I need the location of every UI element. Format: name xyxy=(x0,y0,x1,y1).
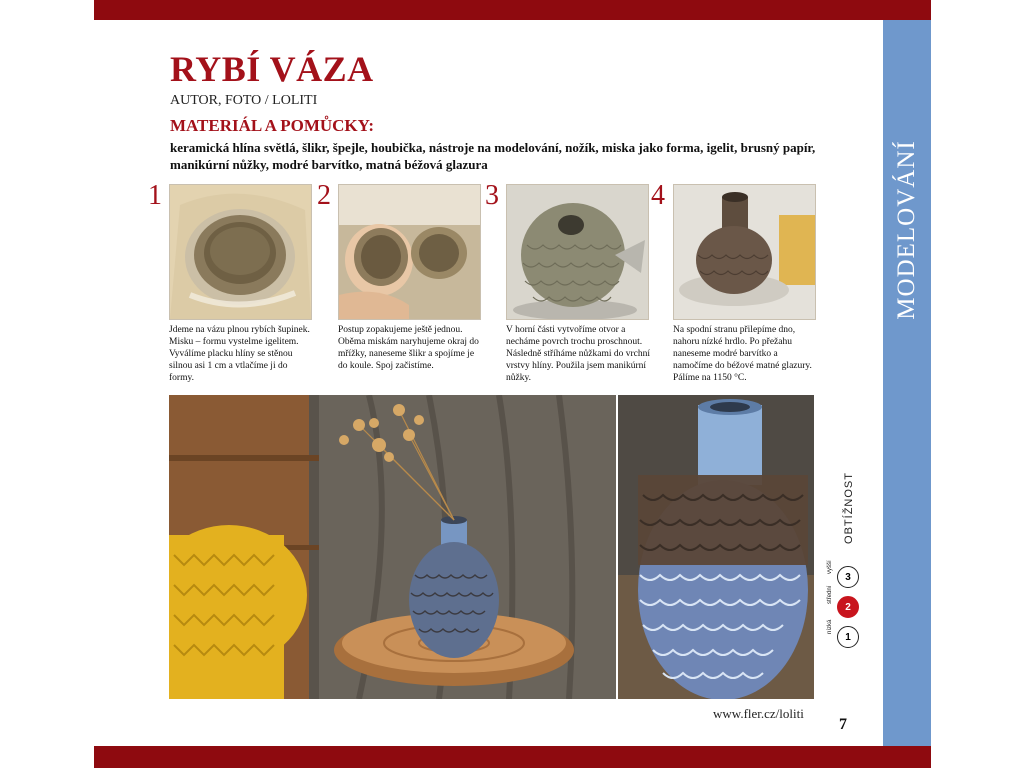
section-label: MODELOVÁNÍ xyxy=(893,140,920,320)
step-1-number: 1 xyxy=(148,180,162,211)
step-1-text: Jdeme na vázu plnou rybích šupinek. Misku – formu vystelme igelitem. Vyválíme placku hlíny se stěnou silnou asi 1 cm a vtlačíme ji do formy. xyxy=(169,325,310,383)
top-border-bar xyxy=(94,0,931,20)
step-2-text: Postup zopakujeme ještě jednou. Oběma miskám naryhujeme okraj do mřížky, naneseme šlikr a spojíme je do koule. Spoj začistíme. xyxy=(338,325,479,371)
difficulty-level-3: 3 xyxy=(837,566,859,588)
difficulty-indicator xyxy=(827,470,867,660)
author-credit: AUTOR, FOTO / LOLITI xyxy=(170,93,318,108)
bottom-border-bar xyxy=(94,746,931,768)
vase-photo-main xyxy=(169,395,616,699)
materials-heading: MATERIÁL A POMŮCKY: xyxy=(170,116,375,135)
step-3-text: V horní části vytvoříme otvor a necháme povrch trochu proschnout. Následně stříháme nůžkami do vrchní vrstvy hlíny. Použila jsem manikúrní nůžky. xyxy=(506,325,651,383)
author-url: www.fler.cz/loliti xyxy=(713,706,804,721)
difficulty-level-2: 2 xyxy=(837,596,859,618)
step-3-number: 3 xyxy=(485,180,499,211)
materials-text: keramická hlína světlá, šlikr, špejle, houbička, nástroje na modelování, nožík, miska jako forma, igelit, brusný papír, manikúrní nůžky, modré barvítko, matná béžová glazura xyxy=(170,140,816,172)
vase-photo-detail xyxy=(618,395,814,699)
step-2-photo xyxy=(338,184,481,320)
page-number: 7 xyxy=(839,716,847,733)
difficulty-label: OBTÍŽNOST xyxy=(843,472,855,544)
step-4-number: 4 xyxy=(651,180,665,211)
difficulty-level-3-name: vyšší xyxy=(827,560,833,574)
difficulty-level-2-name: střední xyxy=(827,585,833,604)
step-4-text: Na spodní stranu přilepíme dno, nahoru nízké hrdlo. Po přežahu naneseme modré barvítko a namočíme do béžové matné glazury. Pálíme na 1150 °C. xyxy=(673,325,812,383)
step-1-photo xyxy=(169,184,312,320)
step-3-photo xyxy=(506,184,649,320)
article-title: RYBÍ VÁZA xyxy=(170,49,374,89)
step-4-photo xyxy=(673,184,816,320)
difficulty-level-1: 1 xyxy=(837,626,859,648)
difficulty-level-1-name: nízká xyxy=(827,619,833,634)
step-2-number: 2 xyxy=(317,180,331,211)
